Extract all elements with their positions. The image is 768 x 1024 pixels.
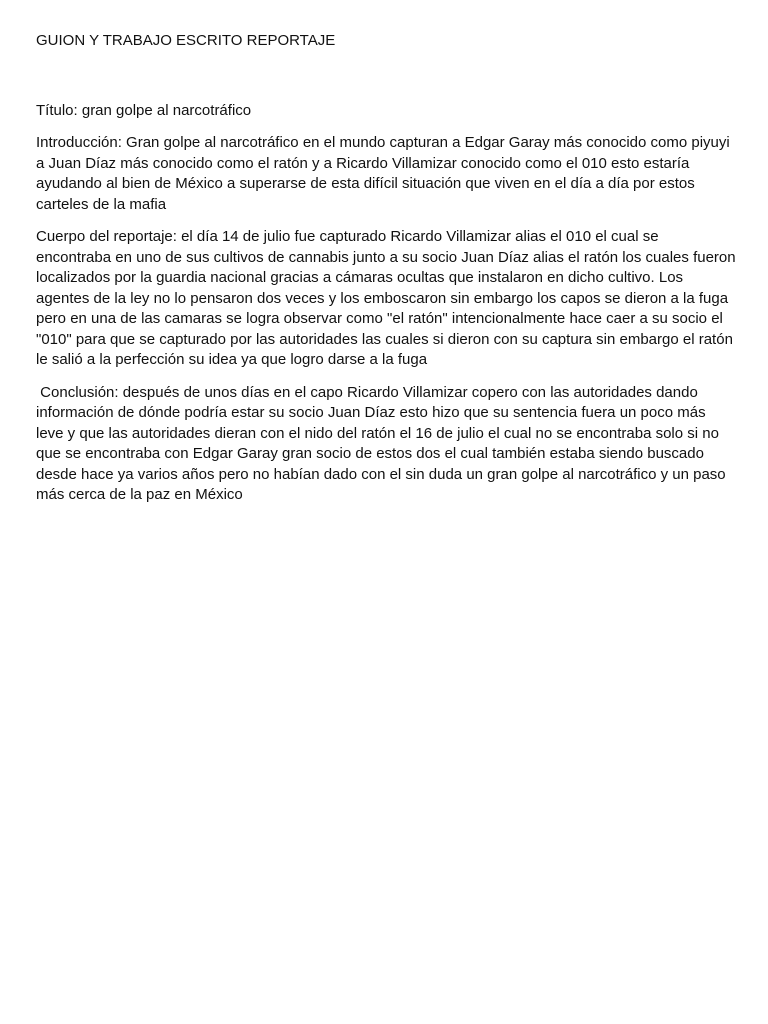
report-conclusion: Conclusión: después de unos días en el capo Ricardo Villamizar copero con las autoridades dando información de dónde podría estar su socio Juan Díaz esto hizo que su sentencia fuera un poco más leve y que las autoridades dieran con el nido del ratón el 16 de julio el cual no se encontraba solo si no que se encontraba con Edgar Garay gran socio de estos dos el cual también estaba siendo buscado desde hace ya varios años pero no habían dado con el sin duda un gran golpe al narcotráfico y un paso más cerca de la paz en México	[36, 383, 730, 503]
report-body: Cuerpo del reportaje: el día 14 de julio fue capturado Ricardo Villamizar alias el 010 el cual se encontraba en uno de sus cultivos de cannabis junto a su socio Juan Díaz alias el ratón los cuales fueron localizados por la guardia nacional gracias a cámaras ocultas que instalaron en dicho cultivo. Los agentes de la ley no lo pensaron dos veces y los emboscaron sin embargo los capos se dieron a la fuga pero en una de las camaras se logra observar como "el ratón" intencionalmente hace caer a su socio el "010" para que se capturado por las autoridades las cuales si dieron con su captura sin embargo el ratón le salió a la perfección su idea ya que logro darse a la fuga	[36, 228, 740, 368]
document-page	[36, 31, 740, 518]
report-introduction: Introducción: Gran golpe al narcotráfico en el mundo capturan a Edgar Garay más conocido como piyuyi a Juan Díaz más conocido como el ratón y a Ricardo Villamizar conocido como el 010 esto estaría ayudando al bien de México a superarse de esta difícil situación que viven en el día a día por estos carteles de la mafia	[36, 134, 734, 213]
report-title: Título: gran golpe al narcotráfico	[36, 101, 252, 119]
document-heading: GUION Y TRABAJO ESCRITO REPORTAJE	[36, 32, 336, 49]
